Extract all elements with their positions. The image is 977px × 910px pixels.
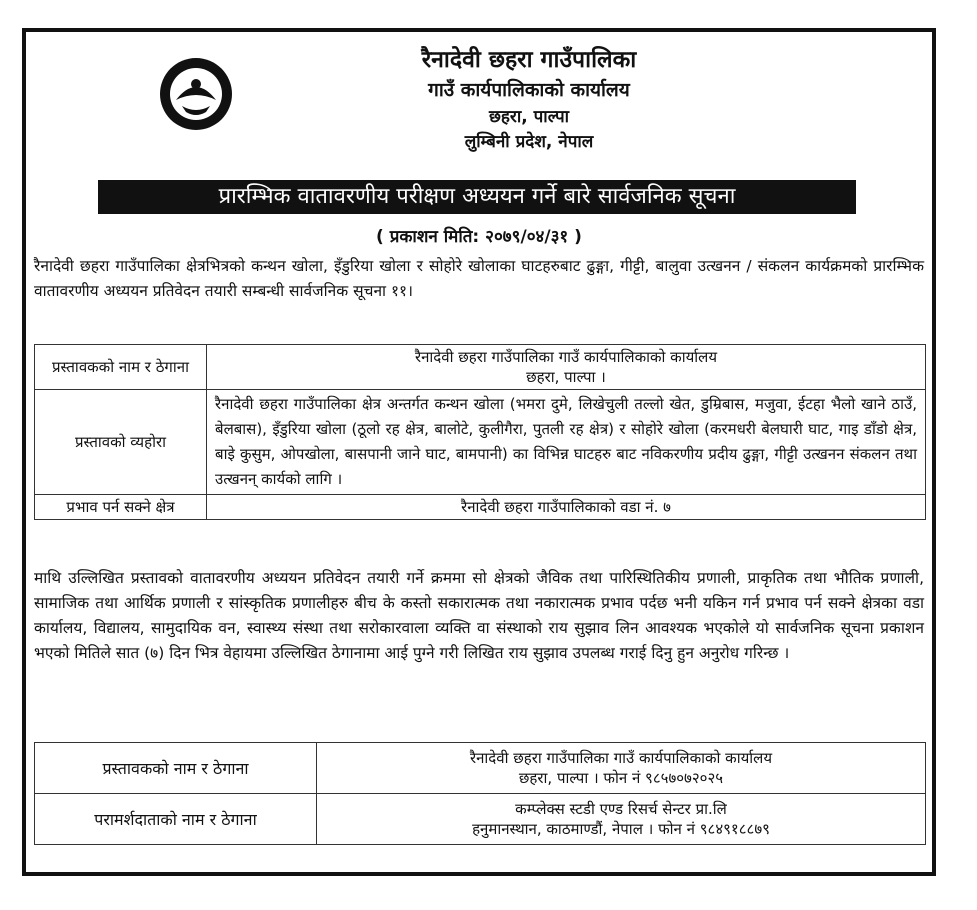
proposal-detail-label: प्रस्तावको व्यहोरा (35, 390, 207, 495)
contact-table (34, 742, 926, 845)
proposer-value (207, 345, 926, 390)
contact-proposer-value (317, 743, 926, 794)
proposer-label: प्रस्तावकको नाम र ठेगाना (35, 345, 207, 390)
proposer-address: छहरा, पाल्पा । (526, 368, 606, 386)
consultant-name: कम्प्लेक्स स्टडी एण्ड रिसर्च सेन्टर प्रा.लि (515, 800, 727, 818)
affected-area-value: रैनादेवी छहरा गाउँपालिकाको वडा नं. ७ (207, 495, 926, 520)
consultant-label: परामर्शदाताको नाम र ठेगाना (35, 794, 317, 845)
proposer-name: रैनादेवी छहरा गाउँपालिका गाउँ कार्यपालिकाको कार्यालय (414, 348, 718, 366)
public-notice (22, 28, 936, 876)
notice-banner: प्रारम्भिक वातावरणीय परीक्षण अध्ययन गर्ने बारे सार्वजनिक सूचना (98, 180, 856, 214)
table-row (35, 345, 926, 390)
proposal-detail-value: रैनादेवी छहरा गाउँपालिका क्षेत्र अन्तर्गत कन्थन खोला (भमरा दुमे, लिखेचुली तल्लो खेत, डुम्रिबास, मजुवा, ईटहा भैलो खाने ठाउँ, बेलबास), इँडुरिया खोला (ठूलो रह क्षेत्र, बालोटे, कुलीगैरा, पुतली रह क्षेत्र) र सोहोरे खोला (करमधरी बेलघारी घाट, गाइ डाँडो क्षेत्र, बाइे कुसुम, ओपखोला, बासपानी जाने घाट, बामपानी) का विभिन्न घाटहरु बाट नविकरणीय प्रदीय ढुङ्गा, गीट्टी उत्खनन संकलन तथा उत्खनन् कार्यको लागि । (207, 390, 926, 495)
table-row (35, 794, 926, 845)
table-row (35, 743, 926, 794)
body-paragraph: माथि उल्लिखित प्रस्तावको वातावरणीय अध्ययन प्रतिवेदन तयारी गर्ने क्रममा सो क्षेत्रको जैविक तथा पारिस्थितिकीय प्रणाली, प्राकृतिक तथा भौतिक प्रणाली, सामाजिक तथा आर्थिक प्रणाली र सांस्कृतिक प्रणालीहरु बीच के कस्तो सकारात्मक तथा नकारात्मक प्रभाव पर्दछ भनी यकिन गर्न प्रभाव पर्न सक्ने क्षेत्रका वडा कार्यालय, विद्यालय, सामुदायिक वन, स्वास्थ्य संस्था तथा सरोकारवाला व्यक्ति वा संस्थाको राय सुझाव लिन आवश्यक भएकोले यो सार्वजनिक सूचना प्रकाशन भएको मितिले सात (७) दिन भित्र वेहायमा उल्लिखित ठेगानामा आई पुग्ने गरी लिखित राय सुझाव उपलब्ध गराई दिनु हुन अनुरोध गरिन्छ । (34, 569, 924, 662)
office-location: छहरा, पाल्पा (488, 107, 570, 127)
contact-proposer-label: प्रस्तावकको नाम र ठेगाना (35, 743, 317, 794)
proposal-table (34, 344, 926, 520)
province-name: लुम्बिनी प्रदेश, नेपाल (464, 132, 594, 152)
table-row (35, 390, 926, 495)
publish-date: ( प्रकाशन मिति: २०७९/०४/३१ ) (376, 227, 582, 247)
municipality-title: रैनादेवी छहरा गाउँपालिका (421, 47, 637, 73)
affected-area-label: प्रभाव पर्न सक्ने क्षेत्र (35, 495, 207, 520)
office-name: गाउँ कार्यपालिकाको कार्यालय (428, 79, 630, 101)
intro-paragraph: रैनादेवी छहरा गाउँपालिका क्षेत्रभित्रको कन्थन खोला, इँडुरिया खोला र सोहोरे खोलाका घाटहरुबाट ढुङ्गा, गीट्टी, बालुवा उत्खनन / संकलन कार्यक्रमको प्रारम्भिक वातावरणीय अध्ययन प्रतिवेदन तयारी सम्बन्धी सार्वजनिक सूचना ११। (34, 257, 924, 300)
contact-proposer-name: रैनादेवी छहरा गाउँपालिका गाउँ कार्यपालिकाको कार्यालय (469, 749, 773, 767)
table-row (35, 495, 926, 520)
consultant-value (317, 794, 926, 845)
contact-proposer-phone: छहरा, पाल्पा । फोन नं ९८५७०७२०२५ (518, 769, 724, 787)
consultant-address: हनुमानस्थान, काठमाण्डौं, नेपाल । फोन नं ९८४९१८८७९ (472, 820, 770, 838)
